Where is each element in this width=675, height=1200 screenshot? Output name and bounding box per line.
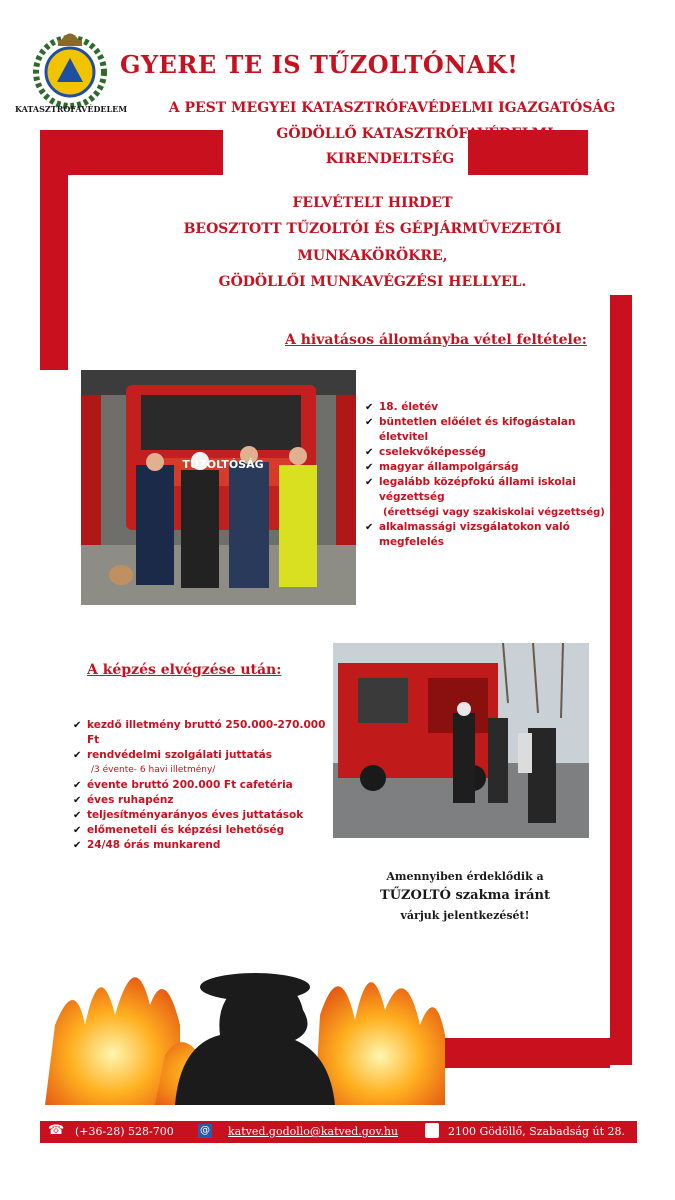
katasztrofavedelem-logo [15, 20, 128, 120]
list-item: ✔ évente bruttó 200.000 Ft cafetéria [73, 779, 293, 791]
list-item: ✔ rendvédelmi szolgálati juttatás [73, 749, 272, 761]
list-item: ✔ előmeneteli és képzési lehetőség [73, 824, 285, 836]
email-icon: @ [200, 1125, 210, 1136]
check-icon: ✔ [365, 402, 374, 413]
check-icon: ✔ [73, 825, 82, 836]
list-item: ✔ cselekvőképesség [365, 446, 486, 458]
list-item: ✔ teljesítményarányos éves juttatások [73, 809, 304, 821]
callout-line-2-text: TŰZOLTÓ szakma iránt [380, 888, 550, 903]
org-line-1: A PEST MEGYEI KATASZTRÓFAVÉDELMI IGAZGATÓSÁG [168, 100, 616, 116]
check-icon: ✔ [365, 447, 374, 458]
frame-bar-left-vertical [40, 130, 68, 370]
flames-silhouette-illustration [45, 935, 445, 1105]
benefits-heading: A képzés elvégzése után: [87, 662, 282, 678]
list-item: ✔ büntetlen előélet és kifogástalan életvitel [365, 416, 576, 443]
footer-email-link[interactable]: katved.godollo@katved.gov.hu [228, 1125, 399, 1138]
list-item: ✔ alkalmassági vizsgálatokon való megfelelés [365, 521, 570, 548]
check-icon: ✔ [365, 477, 374, 488]
logo-text: KATASZTRÓFAVÉDELEM [15, 104, 128, 114]
firefighters-action-photo [333, 643, 589, 838]
check-icon: ✔ [73, 780, 82, 791]
list-item: ✔ kezdő illetmény bruttó 250.000-270.000 Ft [73, 719, 326, 746]
list-item: ✔ legalább középfokú állami iskolai végzettség [365, 476, 576, 503]
list-item: ✔ magyar állampolgárság [365, 461, 519, 473]
check-icon: ✔ [365, 522, 374, 533]
footer-bar [40, 1121, 637, 1143]
callout-line-2 [365, 888, 565, 903]
list-item-note: (érettségi vagy szakiskolai végzettség) [383, 507, 605, 518]
requirements-list [365, 400, 610, 550]
check-icon: ✔ [365, 417, 374, 428]
benefits-list [73, 718, 335, 853]
location-icon [425, 1123, 439, 1138]
check-icon: ✔ [365, 462, 374, 473]
footer-phone[interactable]: (+36-28) 528-700 [75, 1125, 174, 1138]
announcement-line-2: BEOSZTOTT TŰZOLTÓI ÉS GÉPJÁRMŰVEZETŐI [183, 221, 562, 237]
announcement-line-3: MUNKAKÖRÖKRE, [297, 248, 448, 264]
firefighters-team-photo [81, 370, 356, 605]
check-icon: ✔ [73, 840, 82, 851]
announcement-line-4: GÖDÖLLŐI MUNKAVÉGZÉSI HELLYEL. [218, 274, 527, 290]
list-item: ✔ éves ruhapénz [73, 794, 174, 806]
announcement-line-1: FELVÉTELT HIRDET [292, 195, 453, 211]
page-title: GYERE TE IS TŰZOLTÓNAK! [120, 50, 519, 79]
footer-address: 2100 Gödöllő, Szabadság út 28. [448, 1125, 625, 1138]
check-icon: ✔ [73, 795, 82, 806]
requirements-heading: A hivatásos állományba vétel feltétele: [285, 332, 587, 348]
list-item: ✔ 18. életév [365, 401, 439, 413]
check-icon: ✔ [73, 720, 82, 731]
callout-line-1: Amennyiben érdeklődik a [386, 870, 544, 883]
check-icon: ✔ [73, 750, 82, 761]
list-item-note: /3 évente- 6 havi illetmény/ [91, 765, 216, 775]
phone-icon: ☎ [48, 1123, 65, 1138]
list-item: ✔ 24/48 órás munkarend [73, 839, 221, 851]
callout-line-3: várjuk jelentkezését! [400, 909, 530, 922]
org-line-3: KIRENDELTSÉG [325, 151, 455, 167]
truck-lettering: TŰZOLTÓSÁG [182, 458, 264, 471]
check-icon: ✔ [73, 810, 82, 821]
frame-bar-right-vertical [610, 295, 632, 1065]
org-line-2: GÖDÖLLŐ KATASZTRÓFAVÉDELMI [276, 126, 554, 142]
